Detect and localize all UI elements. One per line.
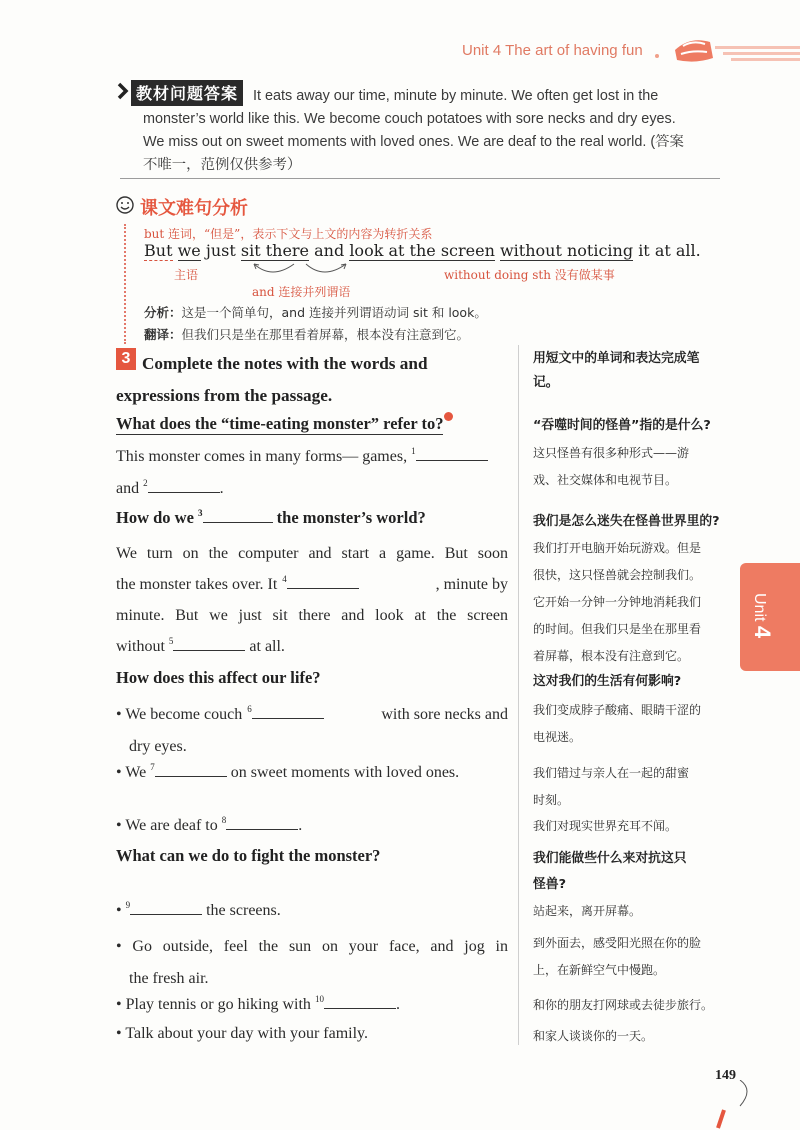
bullet-text: • We [116, 764, 147, 781]
header-decoration-icon [665, 32, 800, 68]
bullet-text: • Go outside, feel the sun on your face, and jog in [116, 938, 508, 955]
bullet-text: dry eyes. [129, 738, 187, 755]
question-2 [116, 508, 508, 528]
analysis-label: 分析： [144, 305, 182, 320]
audio-icon [444, 412, 453, 421]
answer-blank-3[interactable] [203, 508, 273, 523]
note-cn-line: 上，在新鲜空气中慢跑。 [533, 963, 666, 977]
question-2-cn: 我们是怎么迷失在怪兽世界里的? [533, 514, 720, 529]
note-cn-line: 这只怪兽有很多种形式——游 [533, 446, 690, 460]
answer-blank-10[interactable] [324, 994, 396, 1009]
bullet-line [116, 699, 508, 731]
answer-blank-6[interactable] [252, 704, 324, 719]
note-1b: and $^2$ . [116, 478, 224, 497]
note-cn-line: 戏、社交媒体和电视节目。 [533, 473, 678, 487]
chevron-right-icon [117, 80, 129, 102]
word-we: we [177, 241, 201, 260]
bullet-1 [116, 699, 508, 763]
bullet-text: the fresh air. [129, 970, 209, 987]
but-note: but 连词，“但是”，表示下文与上文的内容为转折关系 [144, 227, 433, 241]
blank-number: 3 [198, 508, 203, 518]
note-text: the monster takes over. It [116, 576, 278, 593]
bullet-3: • We are deaf to $^8$ . [116, 815, 303, 834]
note-cn-line: 电视迷。 [533, 730, 582, 744]
note-cn-line: 很快，这只怪兽就会控制我们。 [533, 568, 702, 582]
note-line [116, 631, 508, 662]
word-look: look at the screen [349, 241, 495, 260]
answer-badge: 教材问题答案 [131, 80, 243, 106]
note-cn-line: 时刻。 [533, 793, 570, 807]
page-number: 149 [715, 1068, 736, 1083]
note-line [116, 569, 508, 600]
word-rest: it at all. [638, 241, 701, 260]
note-cn-line: 着屏幕，根本没有注意到它。 [533, 649, 690, 663]
blank-number: 4 [282, 574, 287, 584]
bullet-4: • $^9$ the screens. [116, 900, 281, 919]
dotted-guide [124, 224, 126, 344]
answer-text [143, 85, 708, 177]
bullet-text: the screens. [206, 902, 281, 919]
note-text: at all. [249, 638, 285, 655]
bullet-text: with sore necks and [381, 706, 508, 723]
answer-line: 不唯一，范例仅供参考） [143, 157, 302, 173]
note-text: minute. But we just sit there and look at the screen [116, 607, 508, 624]
word-but: But [144, 241, 173, 260]
answer-blank-7[interactable] [155, 762, 227, 777]
column-divider [518, 345, 519, 1045]
answer-blank-8[interactable] [226, 815, 298, 830]
answer-blank-4[interactable] [287, 574, 359, 589]
label-without: without doing sth 没有做某事 [444, 268, 615, 282]
question-text: How do we [116, 508, 194, 527]
arc-arrows-icon [250, 262, 350, 278]
bullet-5-cn [533, 930, 723, 984]
bullet-3-cn: 我们对现实世界充耳不闻。 [533, 819, 678, 833]
answer-blank-2[interactable] [148, 478, 220, 493]
note-cn-line: 我们打开电脑开始玩游戏。但是 [533, 541, 702, 555]
note-text: and [116, 480, 140, 497]
note-cn-line: 的时间。但我们只是坐在那里看 [533, 622, 702, 636]
blank-number: 9 [125, 900, 131, 910]
header-dot [655, 54, 659, 58]
pencil-decoration-icon [710, 1080, 760, 1130]
blank-number: 2 [143, 478, 148, 488]
question-3-cn: 这对我们的生活有何影响? [533, 674, 682, 689]
note-cn-line: 我们变成脖子酸痛、眼睛干涩的 [533, 703, 702, 717]
question-cn-line: 怪兽? [533, 877, 567, 892]
question-4: What can we do to fight the monster? [116, 846, 381, 865]
note-2 [116, 538, 508, 662]
bullet-text: on sweet moments with loved ones. [230, 764, 460, 781]
difficult-sentence [144, 241, 701, 260]
blank-number: 8 [221, 815, 227, 825]
note-text: , minute by [435, 576, 508, 593]
bullet-2-cn [533, 760, 723, 814]
answer-line: monster’s world like this. We become couch potatoes with sore necks and dry eyes. [143, 111, 676, 127]
bullet-text: • Play tennis or go hiking with [116, 996, 311, 1013]
note-text: We turn on the computer and start a game. But soon [116, 545, 508, 562]
question-1-cn: “吞噬时间的怪兽”指的是什么? [533, 418, 711, 433]
analysis-line [144, 303, 487, 321]
note-2-cn [533, 535, 723, 670]
note-1 [116, 446, 508, 466]
note-text: without [116, 638, 165, 655]
bullet-7: • Talk about your day with your family. [116, 1025, 368, 1042]
exercise-title: Complete the notes with the words and expressions from the passage. [116, 354, 428, 405]
bullet-2 [116, 762, 508, 782]
bullet-6: • Play tennis or go hiking with $^{10}$ . [116, 994, 400, 1013]
question-1 [116, 412, 508, 434]
translation-line [144, 325, 469, 343]
word-and: and [314, 241, 345, 260]
note-cn-line: 它开始一分钟一分钟地消耗我们 [533, 595, 702, 609]
blank-number: 7 [150, 762, 155, 772]
label-and: and 连接并列谓语 [252, 285, 351, 299]
translation-label: 翻译： [144, 327, 182, 342]
note-text: This monster comes in many forms— games, [116, 448, 408, 465]
question-cn-line: 我们能做些什么来对抗这只 [533, 851, 687, 866]
blank-number: 6 [247, 704, 252, 714]
analysis-text: 这是一个简单句，and 连接并列谓语动词 sit 和 look。 [181, 305, 487, 320]
question-1-text: What does the “time-eating monster” refer to? [116, 414, 444, 433]
unit-tab-number: 4 [750, 625, 775, 639]
note-cn-line: 我们错过与亲人在一起的甜蜜 [533, 766, 690, 780]
word-just: just [205, 241, 236, 260]
word-sit: sit there [240, 241, 310, 260]
answer-blank-1[interactable] [416, 446, 488, 461]
side-instruction: 用短文中的单词和表达完成笔记。 [533, 351, 700, 390]
bullet-text: • We become couch [116, 706, 243, 723]
smiley-icon [115, 195, 135, 215]
bullet-1-cn [533, 697, 723, 751]
translation-text: 但我们只是坐在那里看着屏幕，根本没有注意到它。 [181, 327, 470, 342]
question-text: the monster’s world? [276, 508, 426, 527]
bullet-4-cn: 站起来，离开屏幕。 [533, 904, 642, 918]
bullet-5 [116, 931, 508, 995]
answer-line: It eats away our time, minute by minute. We often get lost in the [253, 88, 659, 104]
bullet-7-cn: 和家人谈谈你的一天。 [533, 1029, 654, 1043]
note-1-cn [533, 440, 723, 494]
label-subject: 主语 [174, 268, 199, 282]
answer-line: We miss out on sweet moments with loved ones. We are deaf to the real world. (答案 [143, 134, 684, 150]
bullet-text: • We are deaf to [116, 817, 218, 834]
divider [120, 178, 720, 179]
blank-number: 10 [314, 994, 324, 1004]
note-cn-line: 到外面去，感受阳光照在你的脸 [533, 936, 702, 950]
blank-number: 5 [168, 636, 174, 646]
question-3: How does this affect our life? [116, 668, 321, 687]
exercise-number-badge: 3 [116, 348, 136, 370]
unit-tab-word: Unit [751, 593, 768, 622]
unit-tab-label [749, 593, 775, 639]
question-4-cn [533, 846, 687, 898]
analysis-title: 课文难句分析 [140, 198, 248, 219]
answer-blank-9[interactable] [130, 900, 202, 915]
running-header: Unit 4 The art of having fun [462, 42, 643, 59]
blank-number: 1 [411, 446, 416, 456]
bullet-6-cn: 和你的朋友打网球或去徒步旅行。 [533, 998, 714, 1012]
answer-blank-5[interactable] [173, 636, 245, 651]
word-without: without noticing [499, 241, 634, 260]
